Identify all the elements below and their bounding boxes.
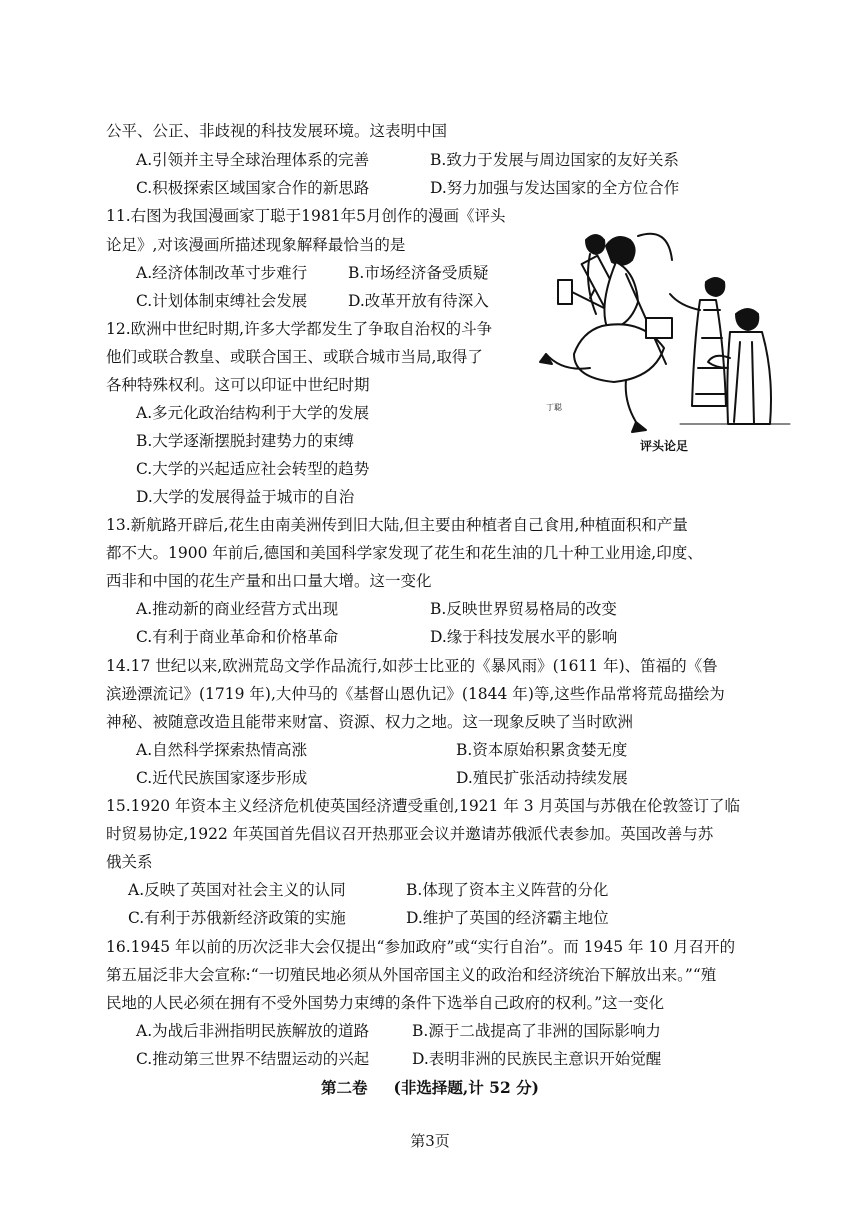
q12-option-d: D.大学的发展得益于城市的自治 [136, 488, 355, 506]
question-15-stem-line1: 15.1920 年资本主义经济危机使英国经济遭受重创,1921 年 3 月英国与苏俄在伦敦签订了临 [106, 797, 741, 815]
section-title: 第二卷 [321, 1078, 368, 1097]
question-14-stem-line1: 14.17 世纪以来,欧洲荒岛文学作品流行,如莎士比亚的《暴风雨》(1611 年)、笛福的《鲁 [106, 657, 718, 675]
q13-option-c: C.有利于商业革命和价格革命 [136, 628, 339, 646]
question-13-stem-line2: 都不大。1900 年前后,德国和美国科学家发现了花生和花生油的几十种工业用途,印度、 [106, 544, 703, 562]
section-subtitle: (非选择题,计 52 分) [393, 1078, 539, 1097]
q13-option-b: B.反映世界贸易格局的改变 [430, 600, 617, 618]
q13-option-a: A.推动新的商业经营方式出现 [136, 600, 339, 618]
question-14-stem-line3: 神秘、被随意改造且能带来财富、资源、权力之地。这一现象反映了当时欧洲 [106, 713, 634, 731]
question-11-stem-line1: 11.右图为我国漫画家丁聪于1981年5月创作的漫画《评头 [106, 207, 506, 225]
q16-option-c: C.推动第三世界不结盟运动的兴起 [136, 1050, 370, 1068]
q10-option-d: D.努力加强与发达国家的全方位合作 [430, 179, 680, 197]
question-13-stem-line3: 西非和中国的花生产量和出口量大增。这一变化 [106, 572, 432, 590]
q15-option-b: B.体现了资本主义阵营的分化 [406, 881, 609, 899]
cartoon-caption: 评头论足 [640, 439, 689, 453]
q15-option-c: C.有利于苏俄新经济政策的实施 [128, 909, 346, 927]
q10-option-a: A.引领并主导全球治理体系的完善 [136, 151, 370, 169]
q14-option-a: A.自然科学探索热情高涨 [136, 741, 308, 759]
page-number: 第3页 [410, 1132, 450, 1150]
q12-option-a: A.多元化政治结构利于大学的发展 [136, 404, 370, 422]
question-14-stem-line2: 滨逊漂流记》(1719 年),大仲马的《基督山恩仇记》(1844 年)等,这些作品常将荒岛描绘为 [106, 685, 725, 703]
q14-option-c: C.近代民族国家逐步形成 [136, 769, 308, 787]
q10-option-c: C.积极探索区域国家合作的新思路 [136, 179, 370, 197]
q14-option-d: D.殖民扩张活动持续发展 [456, 769, 628, 787]
cartoon-signature: 丁聪 [546, 403, 562, 412]
question-10-stem-tail: 公平、公正、非歧视的科技发展环境。这表明中国 [106, 122, 448, 140]
section-heading [0, 1076, 860, 1098]
q16-option-b: B.源于二战提高了非洲的国际影响力 [412, 1022, 661, 1040]
question-12-stem-line2: 他们或联合教皇、或联合国王、或联合城市当局,取得了 [106, 348, 483, 366]
q11-option-d: D.改革开放有待深入 [348, 292, 489, 310]
question-16-stem-line1: 16.1945 年以前的历次泛非大会仅提出“参加政府”或“实行自治”。而 1945 年 10 月召开的 [106, 938, 736, 956]
question-12-stem-line3: 各种特殊权利。这可以印证中世纪时期 [106, 376, 370, 394]
q14-option-b: B.资本原始积累贪婪无度 [456, 741, 628, 759]
question-11-stem-line2: 论足》,对该漫画所描述现象解释最恰当的是 [106, 236, 406, 254]
q11-option-c: C.计划体制束缚社会发展 [136, 292, 308, 310]
q10-option-b: B.致力于发展与周边国家的友好关系 [430, 151, 679, 169]
q15-option-d: D.维护了英国的经济霸主地位 [406, 909, 609, 927]
question-16-stem-line3: 民地的人民必须在拥有不受外国势力束缚的条件下选举自己政府的权利。”这一变化 [106, 994, 665, 1012]
cartoon-illustration [530, 218, 798, 458]
q16-option-a: A.为战后非洲指明民族解放的道路 [136, 1022, 370, 1040]
q15-option-a: A.反映了英国对社会主义的认同 [128, 881, 346, 899]
q12-option-c: C.大学的兴起适应社会转型的趋势 [136, 460, 370, 478]
q11-option-a: A.经济体制改革寸步难行 [136, 264, 308, 282]
question-15-stem-line2: 时贸易协定,1922 年英国首先倡议召开热那亚会议并邀请苏俄派代表参加。英国改善与苏 [106, 825, 714, 843]
q12-option-b: B.大学逐渐摆脱封建势力的束缚 [136, 432, 354, 450]
question-12-stem-line1: 12.欧洲中世纪时期,许多大学都发生了争取自治权的斗争 [106, 320, 493, 338]
question-13-stem-line1: 13.新航路开辟后,花生由南美洲传到旧大陆,但主要由种植者自己食用,种植面积和产量 [106, 516, 688, 534]
q13-option-d: D.缘于科技发展水平的影响 [430, 628, 618, 646]
q11-option-b: B.市场经济备受质疑 [348, 264, 489, 282]
question-15-stem-line3: 俄关系 [106, 853, 153, 871]
question-16-stem-line2: 第五届泛非大会宣称:“一切殖民地必须从外国帝国主义的政治和经济统治下解放出来。”“殖 [106, 966, 717, 984]
q16-option-d: D.表明非洲的民族民主意识开始觉醒 [412, 1050, 662, 1068]
